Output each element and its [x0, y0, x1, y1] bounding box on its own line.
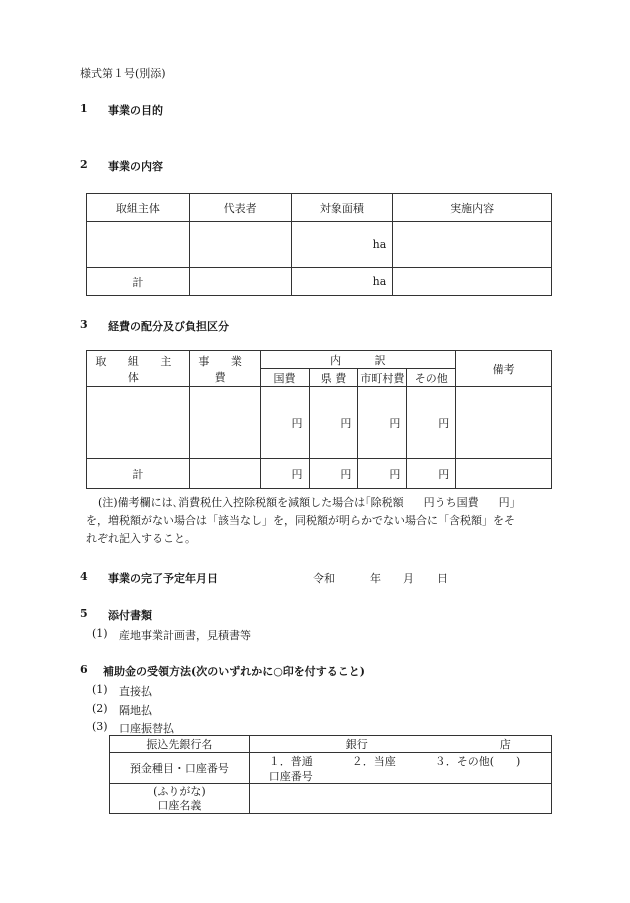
type-other[interactable]: ３．その他( ): [434, 755, 521, 768]
option1-number: (1): [92, 683, 108, 696]
note-line1-b: 円うち国費: [423, 496, 479, 509]
account-row: [110, 753, 552, 784]
section3-number: 3: [80, 318, 88, 331]
note-line1-c: 円｣: [498, 496, 516, 509]
cost-municipal-cell[interactable]: 円: [358, 387, 407, 459]
header-representative: 代表者: [189, 194, 291, 222]
bank-account-table: [109, 735, 552, 814]
note-line2: を，増税額がない場合は「該当なし」を，同税額が明らかでない場合に「含税額」をそ: [86, 514, 515, 527]
header-entity: 取組主体: [87, 194, 190, 222]
attachment-item-text: 産地事業計画書，見積書等: [119, 629, 251, 642]
section4-number: 4: [80, 570, 88, 583]
option3-number: (3): [92, 720, 108, 733]
header-implementation: 実施内容: [393, 194, 552, 222]
total-other-cell[interactable]: 円: [407, 459, 456, 489]
total-row: [87, 459, 552, 489]
table-row: [87, 222, 552, 268]
note-line1-a: (注)備考欄には､消費税仕入控除税額を減額した場合は｢除税額: [98, 496, 404, 509]
section4-title: 事業の完了予定年月日: [108, 572, 218, 585]
section1-title: 事業の目的: [108, 104, 163, 117]
form-label: 様式第１号(別添): [80, 67, 166, 80]
cost-other-cell[interactable]: 円: [407, 387, 456, 459]
section2-title: 事業の内容: [108, 160, 163, 173]
entity-cell[interactable]: [87, 222, 190, 268]
account-holder-label: [110, 784, 250, 814]
option-remote-payment[interactable]: 隔地払: [119, 704, 152, 717]
col-remarks: 備考: [456, 351, 552, 387]
sub-municipal: 市町村費: [358, 369, 407, 387]
cost-remarks-cell[interactable]: [456, 387, 552, 459]
total-representative-cell: [189, 268, 291, 296]
option-direct-payment[interactable]: 直接払: [119, 685, 152, 698]
note-block: [86, 494, 515, 548]
section2-number: 2: [80, 158, 88, 171]
type-ordinary[interactable]: １．普通: [268, 755, 313, 768]
area-cell[interactable]: ha: [291, 222, 393, 268]
branch-suffix: 店: [499, 738, 511, 751]
table-header-row: [87, 194, 552, 222]
total-label: 計: [87, 268, 190, 296]
cost-allocation-table: [86, 350, 552, 489]
option-account-transfer[interactable]: 口座振替払: [119, 722, 174, 735]
note-line3: れぞれ記入すること。: [86, 532, 196, 545]
section1-number: 1: [80, 102, 88, 115]
furigana-label: (ふりがな): [153, 784, 206, 798]
bank-row: [110, 736, 552, 753]
header-area: 対象面積: [291, 194, 393, 222]
total-prefecture-cell[interactable]: 円: [309, 459, 358, 489]
date-year: 年: [370, 572, 381, 585]
total-implementation-cell: [393, 268, 552, 296]
type-current[interactable]: ２．当座: [351, 755, 396, 768]
holder-row: [110, 784, 552, 814]
attachment-item-number: (1): [92, 627, 108, 640]
col-breakdown: 内 訳: [260, 351, 456, 369]
bank-suffix: 銀行: [345, 738, 368, 751]
section3-title: 経費の配分及び負担区分: [108, 320, 229, 333]
total-remarks-cell[interactable]: [456, 459, 552, 489]
account-type-cell[interactable]: [249, 753, 551, 784]
bank-name-label: 振込先銀行名: [110, 736, 250, 753]
cost-prefecture-cell[interactable]: 円: [309, 387, 358, 459]
option2-number: (2): [92, 702, 108, 715]
sub-other: その他: [407, 369, 456, 387]
section5-number: 5: [80, 607, 88, 620]
date-era: 令和: [313, 572, 335, 585]
table-row: [87, 387, 552, 459]
section6-number: 6: [80, 663, 88, 676]
sub-prefecture: 県 費: [309, 369, 358, 387]
date-day: 日: [437, 572, 448, 585]
total-area-cell[interactable]: ha: [291, 268, 393, 296]
cost-total-project-cell[interactable]: [189, 459, 260, 489]
total-row: [87, 268, 552, 296]
total-municipal-cell[interactable]: 円: [358, 459, 407, 489]
project-content-table: [86, 193, 552, 296]
holder-name-label: 口座名義: [157, 798, 202, 812]
implementation-cell[interactable]: [393, 222, 552, 268]
total-national-cell[interactable]: 円: [260, 459, 309, 489]
section5-title: 添付書類: [108, 609, 152, 622]
date-month: 月: [403, 572, 414, 585]
account-holder-cell[interactable]: [249, 784, 551, 814]
account-number-label: 口座番号: [268, 770, 313, 783]
representative-cell[interactable]: [189, 222, 291, 268]
col-entity: 取 組 主 体: [87, 351, 190, 387]
cost-national-cell[interactable]: 円: [260, 387, 309, 459]
bank-name-cell[interactable]: [249, 736, 551, 753]
cost-header-row: [87, 351, 552, 369]
cost-entity-cell[interactable]: [87, 387, 190, 459]
col-project-cost: 事 業 費: [189, 351, 260, 387]
section6-title: 補助金の受領方法(次のいずれかに○印を付すること): [103, 665, 366, 678]
cost-project-cell[interactable]: [189, 387, 260, 459]
sub-national: 国費: [260, 369, 309, 387]
cost-total-label: 計: [87, 459, 190, 489]
account-type-label: 預金種目・口座番号: [110, 753, 250, 784]
